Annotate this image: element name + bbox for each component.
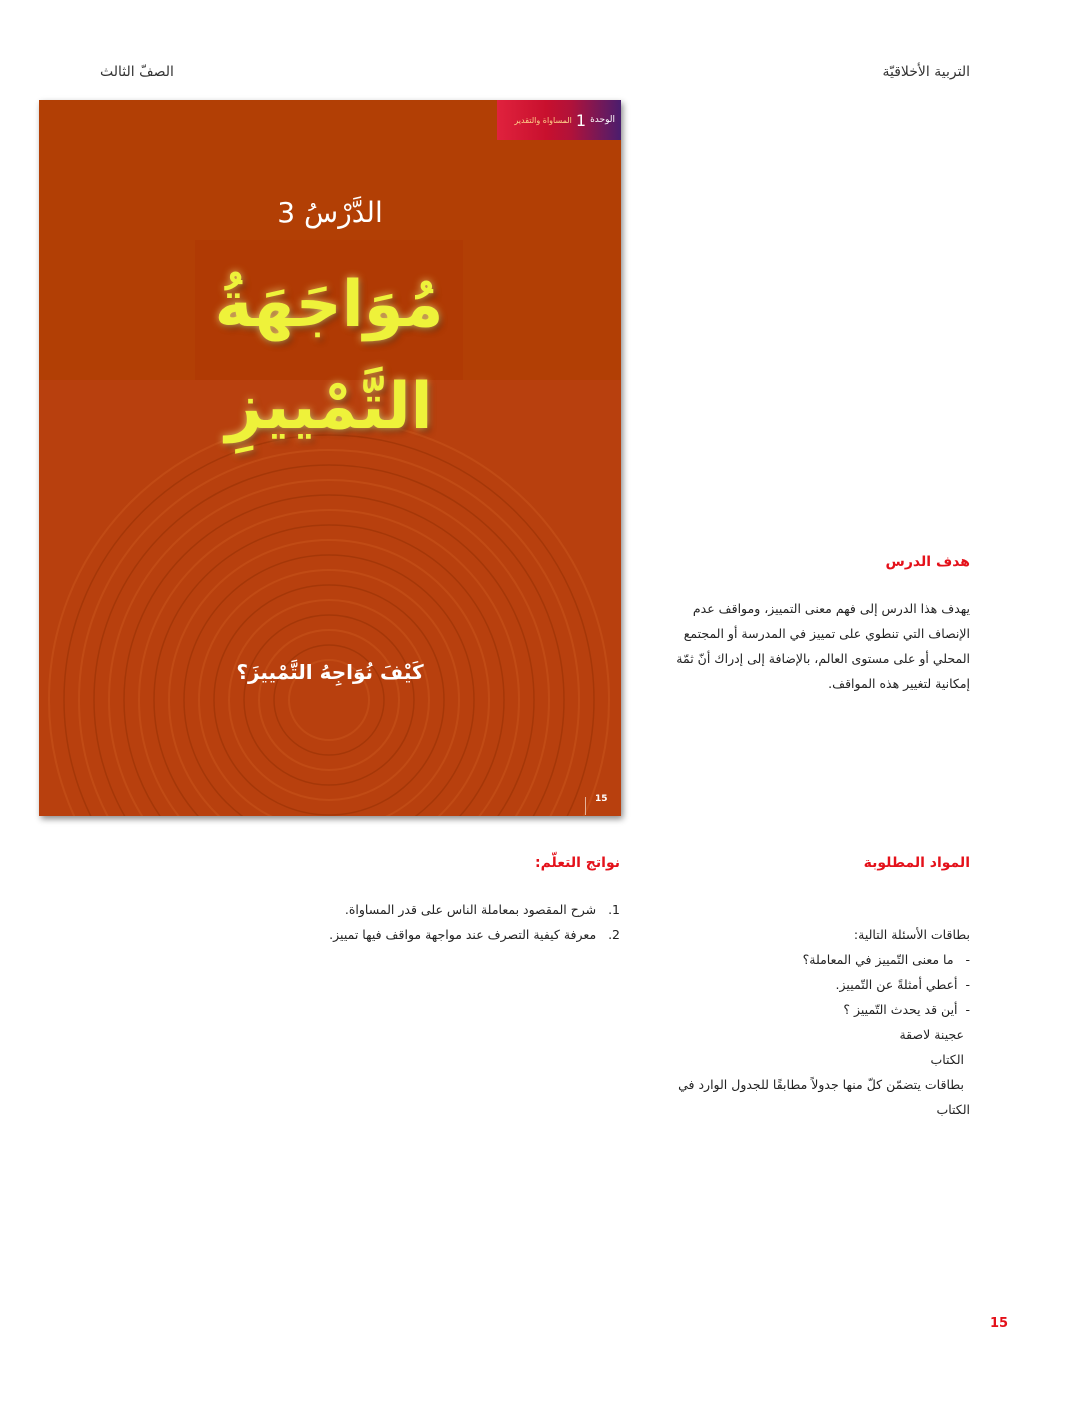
question-text: ما معنى التّمييز في المعاملة؟ <box>802 952 954 967</box>
cover-page-number: 15 <box>595 794 608 804</box>
unit-name: المساواة والتقدير <box>514 115 572 125</box>
goal-paragraph <box>630 596 970 696</box>
lesson-cover-image <box>39 100 621 816</box>
outcome-text: شرح المقصود بمعاملة الناس على قدر المساواة. <box>344 902 597 917</box>
material-question: - أين قد يحدث التّمييز ؟ <box>843 1002 970 1017</box>
materials-intro: بطاقات الأسئلة التالية: <box>853 927 970 942</box>
subject-title: التربية الأخلاقيّة <box>882 64 970 80</box>
material-item: الكتاب <box>936 1102 970 1117</box>
question-text: أعطي أمثلةً عن التّمييز. <box>835 977 958 992</box>
lesson-label: الدَّرْسُ 3 <box>277 196 383 229</box>
goal-line: يهدف هذا الدرس إلى فهم معنى التمييز، ومواقف عدم <box>692 601 970 616</box>
outcome-item <box>260 922 620 947</box>
goal-line: إمكانية لتغيير هذه المواقف. <box>828 676 970 691</box>
material-item: الكتاب <box>930 1052 964 1067</box>
page-number: 15 <box>990 1316 1009 1331</box>
unit-label: الوحدة <box>590 115 615 125</box>
grade-label: الصفّ الثالث <box>100 64 174 80</box>
materials-list <box>650 922 970 1122</box>
goal-line: المحلي أو على مستوى العالم، بالإضافة إلى إدراك أنّ ثمّة <box>676 651 970 666</box>
material-item: بطاقات يتضمّن كلّ منها جدولاً مطابقًا للجدول الوارد في <box>678 1077 964 1092</box>
outcome-number: 2. <box>608 927 620 942</box>
cover-title-line1: مُوَاجَهَةُ <box>214 268 444 342</box>
material-question: - أعطي أمثلةً عن التّمييز. <box>835 977 970 992</box>
outcome-text: معرفة كيفية التصرف عند مواجهة مواقف فيها تمييز. <box>329 927 597 942</box>
outcome-item <box>260 897 620 922</box>
unit-tag <box>497 100 621 140</box>
cover-question: كَيْفَ نُوَاجِهُ التَّمْييزَ؟ <box>236 660 424 684</box>
outcomes-heading: نواتج التعلّم: <box>534 855 620 871</box>
outcomes-list <box>260 897 620 947</box>
goal-heading: هدف الدرس <box>885 554 970 570</box>
cover-page-divider <box>585 797 586 815</box>
question-text: أين قد يحدث التّمييز ؟ <box>843 1002 958 1017</box>
materials-heading: المواد المطلوبة <box>863 855 970 871</box>
material-question: - ما معنى التّمييز في المعاملة؟ <box>802 952 970 967</box>
unit-number: 1 <box>575 110 587 130</box>
outcome-number: 1. <box>608 902 620 917</box>
material-item: عجينة لاصقة <box>899 1027 964 1042</box>
cover-title-line2: التَّمْييزِ <box>225 370 433 444</box>
goal-line: الإنصاف التي تنطوي على تمييز في المدرسة أو المجتمع <box>683 626 970 641</box>
